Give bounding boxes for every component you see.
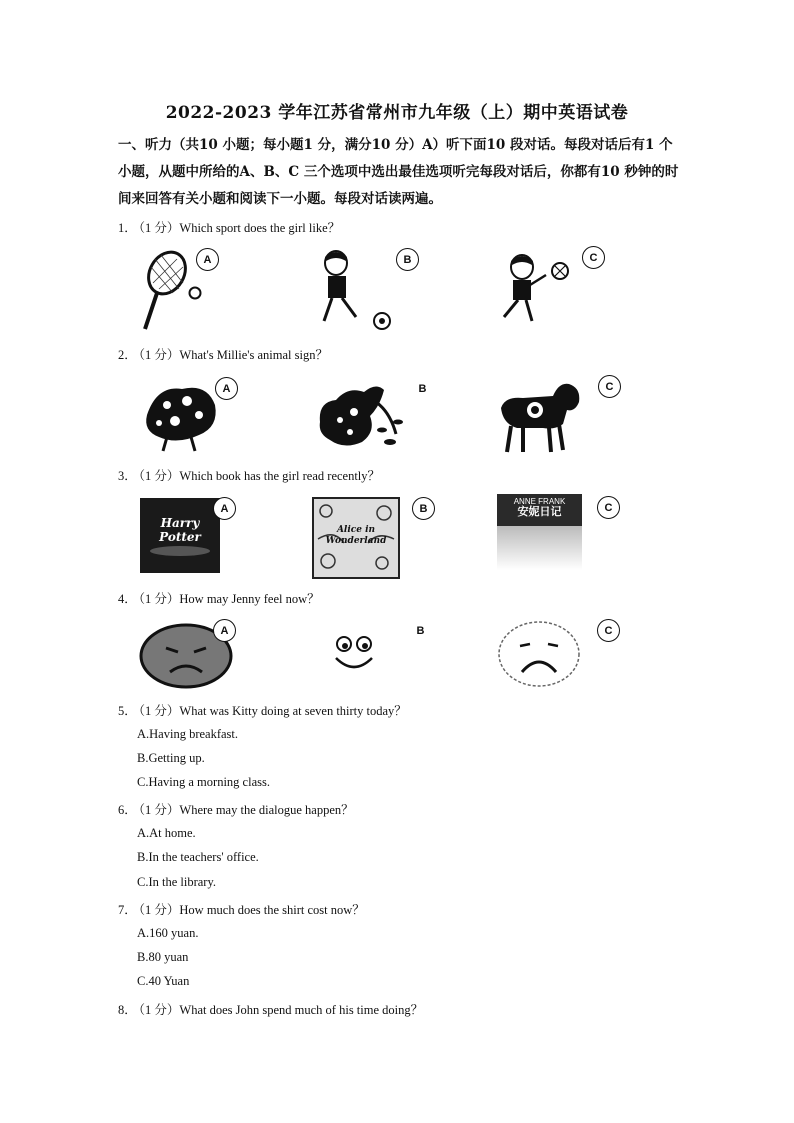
option-b[interactable]: B.80 yuan [137,950,189,964]
question-number: 4． [118,592,137,606]
option-a-badge: A [215,377,238,400]
option-b[interactable]: B.Getting up. [137,751,205,765]
sad-face-picture[interactable] [496,618,582,690]
question-score: （1 分） [138,1003,180,1017]
soccer-boy-picture[interactable] [310,245,400,335]
option-c[interactable]: C.Having a morning class. [137,775,270,789]
question-score: （1 分） [138,903,180,917]
option-c-badge: C [582,246,605,269]
question-1 [118,218,340,236]
option-b-badge: B [396,248,419,271]
option-b[interactable]: B.In the teachers' office. [137,850,259,864]
horse-papercut-picture[interactable] [495,372,585,457]
option-a-badge: A [213,619,236,642]
question-text: Which sport does the girl like？ [179,221,341,235]
question-text: What was Kitty doing at seven thirty today？ [179,704,407,718]
book-title: Alice in Wonderland [325,525,387,546]
ball-boy-picture[interactable] [480,245,580,335]
alice-book-picture[interactable] [312,497,400,579]
option-a-badge: A [213,497,236,520]
question-number: 1． [118,221,137,235]
question-8 [118,1000,423,1018]
option-c-badge: C [597,619,620,642]
book-title: Harry Potter [159,516,201,544]
question-score: （1 分） [138,803,180,817]
question-text: How may Jenny feel now？ [179,592,320,606]
option-a[interactable]: A.160 yuan. [137,926,199,940]
question-2 [118,345,328,363]
question-text: How much does the shirt cost now？ [179,903,365,917]
option-c-badge: C [597,496,620,519]
option-b-badge: B [412,378,433,399]
option-a[interactable]: A.Having breakfast. [137,727,239,741]
harry-potter-book-picture[interactable] [140,498,220,573]
question-score: （1 分） [138,469,180,483]
question-text: What does John spend much of his time doing？ [179,1003,424,1017]
listening-instructions: 一、听力（共10 小题；每小题1 分，满分10 分）A）听下面10 段对话。每段对话后有1 个小题，从题中所给的A、B、C 三个选项中选出最佳选项听完每段对话后，你都有10 秒钟的时间来回答有关小题和阅读下一小题。每段对话读两遍。 [118,137,679,207]
option-a-badge: A [196,248,219,271]
book-title-en: ANNE FRANK [513,497,566,506]
question-score: （1 分） [138,348,180,362]
option-b-badge: B [410,620,431,641]
question-number: 3． [118,469,137,483]
question-score: （1 分） [138,704,180,718]
book-title-cn: 安妮日记 [517,506,562,518]
question-score: （1 分） [138,592,180,606]
question-7 [118,900,365,918]
question-6 [118,800,354,818]
option-c[interactable]: C.In the library. [137,875,217,889]
exam-title: 2022-2023 学年江苏省常州市九年级（上）期中英语试卷 [165,103,629,123]
question-number: 5． [118,704,137,718]
question-number: 8． [118,1003,137,1017]
question-number: 2． [118,348,137,362]
happy-face-picture[interactable] [330,630,378,678]
question-number: 7． [118,903,137,917]
dragon-papercut-picture[interactable] [137,375,227,455]
anne-frank-book-picture[interactable] [497,494,582,574]
monkey-papercut-picture[interactable] [310,372,410,457]
option-b-badge: B [412,497,435,520]
option-a[interactable]: A.At home. [137,826,196,840]
question-5 [118,701,407,719]
question-number: 6． [118,803,137,817]
option-c-badge: C [598,375,621,398]
question-text: What's Millie's animal sign？ [179,348,328,362]
question-4 [118,589,320,607]
question-score: （1 分） [138,221,180,235]
question-text: Which book has the girl read recently？ [179,469,381,483]
question-3 [118,466,380,484]
question-text: Where may the dialogue happen？ [179,803,354,817]
option-c[interactable]: C.40 Yuan [137,974,190,988]
